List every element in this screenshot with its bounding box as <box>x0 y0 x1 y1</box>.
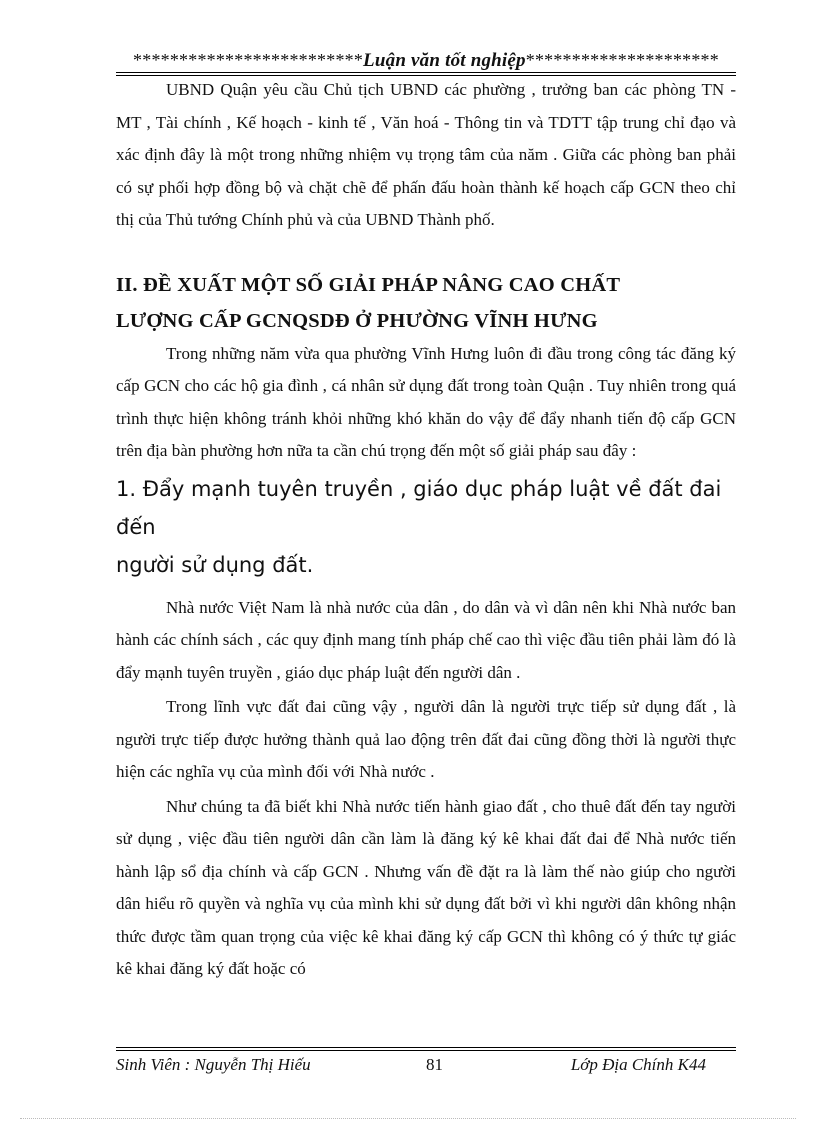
footer-class: Lớp Địa Chính K44 <box>570 1055 706 1074</box>
section-intro-paragraph: Trong những năm vừa qua phường Vĩnh Hưng luôn đi đầu trong công tác đăng ký cấp GCN cho các hộ gia đình , cá nhân sử dụng đất trong toàn Quận . Tuy nhiên trong quá trình thực hiện không tránh khỏi những khó khăn do vậy để đẩy nhanh tiến độ cấp GCN trên địa bàn phường hơn nữa ta cần chú trọng đến một số giải pháp sau đây : <box>116 343 736 460</box>
subsection-paragraph-1: Nhà nước Việt Nam là nhà nước của dân , do dân và vì dân nên khi Nhà nước ban hành các chính sách , các quy định mang tính pháp chế cao thì việc đầu tiên phải làm đó là đẩy mạnh tuyên truyền , giáo dục pháp luật đến người dân . <box>116 597 736 682</box>
footer-rule-top <box>116 1047 736 1048</box>
page-header <box>116 50 736 72</box>
page-body <box>116 72 736 986</box>
page-footer <box>116 1055 736 1077</box>
page-bottom-border <box>20 1118 796 1119</box>
footer-rule-bottom <box>116 1050 736 1051</box>
header-stars-right: ********************* <box>525 50 719 70</box>
header-stars-left: ************************* <box>133 50 364 70</box>
subsection-heading-line1: 1. Đẩy mạnh tuyên truyền , giáo dục pháp luật về đất đai đến <box>116 476 722 539</box>
section-heading-line1: II. ĐỀ XUẤT MỘT SỐ GIẢI PHÁP NÂNG CAO CHẤT <box>116 273 621 296</box>
intro-paragraph: UBND Quận yêu cầu Chủ tịch UBND các phường , trưởng ban các phòng TN - MT , Tài chính , Kế hoạch - kinh tế , Văn hoá - Thông tin và TDTT tập trung chỉ đạo và xác định đây là một trong những nhiệm vụ trọng tâm của năm . Giữa các phòng ban phải có sự phối hợp đồng bộ và chặt chẽ để phấn đấu hoàn thành kế hoạch cấp GCN theo chỉ thị của Thủ tướng Chính phủ và của UBND Thành phố. <box>116 80 736 229</box>
section-heading-line2: LƯỢNG CẤP GCNQSDĐ Ở PHƯỜNG VĨNH HƯNG <box>116 309 598 332</box>
footer-page-number: 81 <box>426 1055 443 1074</box>
subsection-paragraph-3: Như chúng ta đã biết khi Nhà nước tiến hành giao đất , cho thuê đất đến tay người sử dụng , việc đầu tiên người dân cần làm là đăng ký kê khai đất đai để Nhà nước tiến hành lập sổ địa chính và cấp GCN . Nhưng vấn đề đặt ra là làm thế nào giúp cho người dân hiểu rõ quyền và nghĩa vụ của mình khi sử dụng đất bởi vì khi người dân không nhận thức được tầm quan trọng của việc kê khai đăng ký cấp GCN thì không có ý thức tự giác kê khai đăng ký đất hoặc có <box>116 796 736 978</box>
subsection-heading-line2: người sử dụng đất. <box>116 552 314 577</box>
subsection-paragraph-2: Trong lĩnh vực đất đai cũng vậy , người dân là người trực tiếp sử dụng đất , là người trực tiếp được hưởng thành quả lao động trên đất đai cũng đồng thời là người thực hiện các nghĩa vụ của mình đối với Nhà nước . <box>116 697 736 781</box>
header-title: Luận văn tốt nghiệp <box>363 50 526 71</box>
footer-student: Sinh Viên : Nguyễn Thị Hiếu <box>116 1055 311 1074</box>
